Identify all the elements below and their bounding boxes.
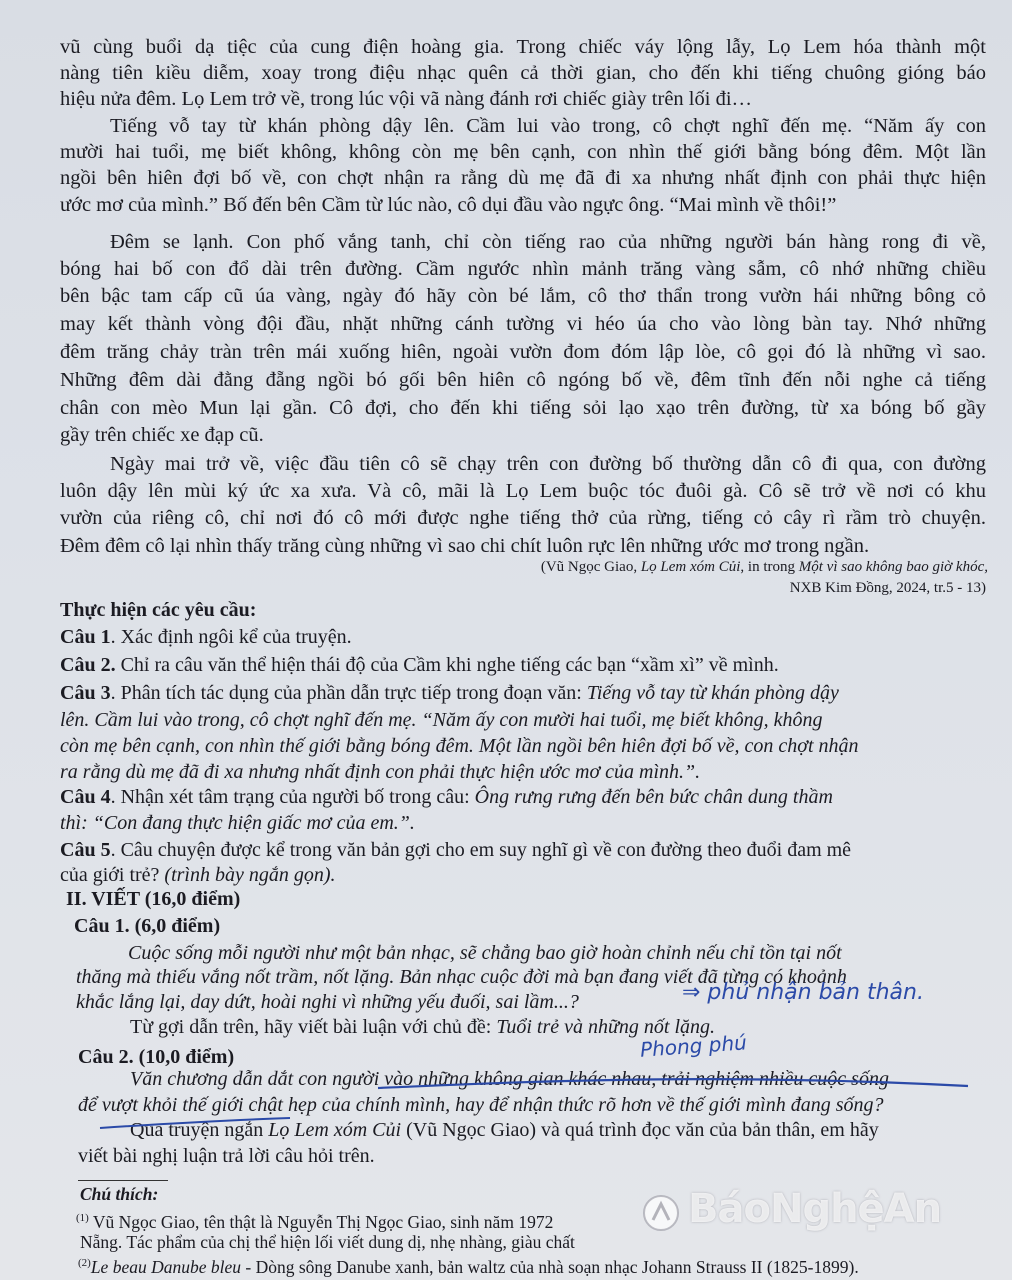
passage-line: Đêm đêm cô lại nhìn thấy trăng cùng những vì sao chi chít luôn rực lên những ước mơ trong ngần. [60, 535, 870, 557]
passage-line: may kết thành vòng đội đầu, nhặt những cánh tường vi héo úa cho vào lòng bàn tay. Nhớ những [60, 313, 986, 335]
footnote-divider [78, 1180, 168, 1181]
writing-q2-prompt: Văn chương dẫn dắt con người vào những không gian khác nhau, trải nghiệm nhiều cuộc sống [130, 1068, 889, 1090]
passage-line: bóng hai bố con đổ dài trên đường. Cầm ngước nhìn mảnh trăng vàng sẫm, cô nhớ những chiều [60, 258, 986, 280]
passage-line: Đêm se lạnh. Con phố vắng tanh, chỉ còn tiếng rao của những người bán hàng rong đi về, [110, 231, 986, 253]
writing-q2-task: Qua truyện ngắn Lọ Lem xóm Củi (Vũ Ngọc Giao) và quá trình đọc văn của bản thân, em hãy [130, 1119, 879, 1141]
writing-q1-heading: Câu 1. (6,0 điểm) [74, 915, 221, 937]
footnote-1: $^{(1)}$ Vũ Ngọc Giao, tên thật là Nguyễn Thị Ngọc Giao, sinh năm 1972 [76, 1211, 554, 1232]
passage-line: luôn dậy lên mùi ký ức xa xưa. Và cô, mãi là Lọ Lem buộc tóc đuôi gà. Cô sẽ trở về nơi có khu [60, 480, 986, 502]
passage-line: đêm trăng chảy tràn trên mái xuống hiên, ngoài vườn đom đóm lập lòe, cô gọi đó là những vì sao. [60, 341, 986, 363]
question-5-cont: của giới trẻ? (trình bày ngắn gọn). [60, 864, 336, 886]
tasks-heading: Thực hiện các yêu cầu: [60, 599, 257, 621]
writing-q2-prompt: để vượt khỏi thế giới chật hẹp của chính mình, hay để nhận thức rõ hơn về thế giới mình đang sống? [78, 1094, 884, 1116]
passage-line: nàng tiên kiều diễm, xoay trong điệu nhạc quên cả thời gian, cho đến khi tiếng chuông gióng báo [60, 62, 986, 84]
passage-line: bên bậc tam cấp cũ úa vàng, ngày đó hãy còn bé lắm, cô thơ thẩn trong vườn hái những bông cỏ [60, 285, 986, 307]
question-3: Câu 3. Phân tích tác dụng của phần dẫn trực tiếp trong đoạn văn: Tiếng vỗ tay từ khán phòng dậy [60, 682, 839, 704]
passage-line: ngồi bên hiên đợi bố về, con chợt nhận ra rằng dù mẹ đã đi xa nhưng nhất định con phải thực hiện [60, 167, 986, 189]
passage-line: mười hai tuổi, mẹ biết không, không còn mẹ bên cạnh, con nhìn thế giới bằng bóng đêm. Một lần [60, 141, 986, 163]
writing-q1-prompt: khắc lắng lại, day dứt, hoài nghi vì những yếu đuối, sai lầm...? [76, 991, 579, 1013]
question-4-quote: thì: “Con đang thực hiện giấc mơ của em.”. [60, 812, 415, 834]
question-4: Câu 4. Nhận xét tâm trạng của người bố trong câu: Ông rưng rưng đến bên bức chân dung thầm [60, 786, 833, 808]
writing-q2-heading: Câu 2. (10,0 điểm) [78, 1046, 235, 1068]
passage-line: hiệu nửa đêm. Lọ Lem trở về, trong lúc vội vã nàng đánh rơi chiếc giày trên lối đi… [60, 88, 753, 110]
footnote-1-cont: Nẵng. Tác phẩm của chị thể hiện lối viết dung dị, nhẹ nhàng, giàu chất [80, 1232, 575, 1252]
writing-q2-task: viết bài nghị luận trả lời câu hỏi trên. [78, 1145, 375, 1167]
passage-line: ước mơ của mình.” Bố đến bên Cầm từ lúc nào, cô dụi đầu vào ngực ông. “Mai mình về thôi!” [60, 194, 837, 216]
passage-line: Tiếng vỗ tay từ khán phòng dậy lên. Cầm lui vào trong, cô chợt nghĩ đến mẹ. “Năm ấy con [110, 115, 986, 137]
source-publisher: NXB Kim Đồng, 2024, tr.5 - 13) [789, 580, 986, 596]
source-citation: (Vũ Ngọc Giao, Lọ Lem xóm Củi, in trong Một vì sao không bao giờ khóc, [540, 559, 988, 575]
passage-line: gầy trên chiếc xe đạp cũ. [60, 424, 264, 446]
writing-q1-prompt: Cuộc sống mỗi người như một bản nhạc, sẽ chẳng bao giờ hoàn chỉnh nếu chỉ tồn tại nốt [128, 942, 842, 964]
footnote-2: $^{(2)}$Le beau Danube bleu - Dòng sông Danube xanh, bản waltz của nhà soạn nhạc Johann Strauss II (1825-1899). [78, 1256, 859, 1277]
passage-line: chân con mèo Mun lại gần. Cô đợi, cho đến khi tiếng sỏi lạo xạo trên đường, từ xa bóng bố gầy [60, 397, 986, 419]
question-3-quote: ra rằng dù mẹ đã đi xa nhưng nhất định con phải thực hiện ước mơ của mình.”. [60, 761, 701, 783]
question-3-quote: lên. Cầm lui vào trong, cô chợt nghĩ đến mẹ. “Năm ấy con mười hai tuổi, mẹ biết không, không [60, 709, 823, 731]
writing-q1-task: Từ gợi dẫn trên, hãy viết bài luận với chủ đề: Tuổi trẻ và những nốt lặng. [130, 1016, 716, 1038]
newspaper-watermark: BáoNghệAn [688, 1186, 942, 1232]
footnote-heading: Chú thích: [80, 1184, 159, 1204]
newspaper-logo-icon [640, 1192, 682, 1234]
passage-line: vườn của riêng cô, chỉ nơi đó cô mới được nghe tiếng thở của rừng, tiếng cỏ cây rì rầm trò chuyện. [60, 507, 986, 529]
question-1: Câu 1. Xác định ngôi kể của truyện. [60, 626, 352, 648]
writing-heading: II. VIẾT (16,0 điểm) [66, 888, 241, 910]
handwritten-note: Phong phú [639, 1030, 748, 1062]
passage-line: Những đêm dài đằng đẵng ngồi bó gối bên hiên cô ngóng bố về, đêm tĩnh đến nỗi nghe cả tiếng [60, 369, 986, 391]
question-5: Câu 5. Câu chuyện được kể trong văn bản gợi cho em suy nghĩ gì về con đường theo đuổi đam mê [60, 839, 852, 861]
handwritten-note: ⇒ phủ nhận bản thân. [682, 980, 924, 1005]
passage-line: Ngày mai trở về, việc đầu tiên cô sẽ chạy trên con đường bố thường dẫn cô đi qua, con đường [110, 453, 986, 475]
question-2: Câu 2. Chỉ ra câu văn thể hiện thái độ của Cầm khi nghe tiếng các bạn “xầm xì” về mình. [60, 654, 779, 676]
passage-line: vũ cùng buổi dạ tiệc của cung điện hoàng gia. Trong chiếc váy lộng lẫy, Lọ Lem hóa thành một [60, 36, 986, 58]
writing-q1-prompt: thăng mà thiếu vắng nốt trầm, nốt lặng. Bản nhạc cuộc đời mà bạn đang viết đã từng có khoảnh [76, 966, 847, 988]
question-3-quote: còn mẹ bên cạnh, con nhìn thế giới bằng bóng đêm. Một lần ngồi bên hiên đợi bố về, con chợt nhận [60, 735, 859, 757]
